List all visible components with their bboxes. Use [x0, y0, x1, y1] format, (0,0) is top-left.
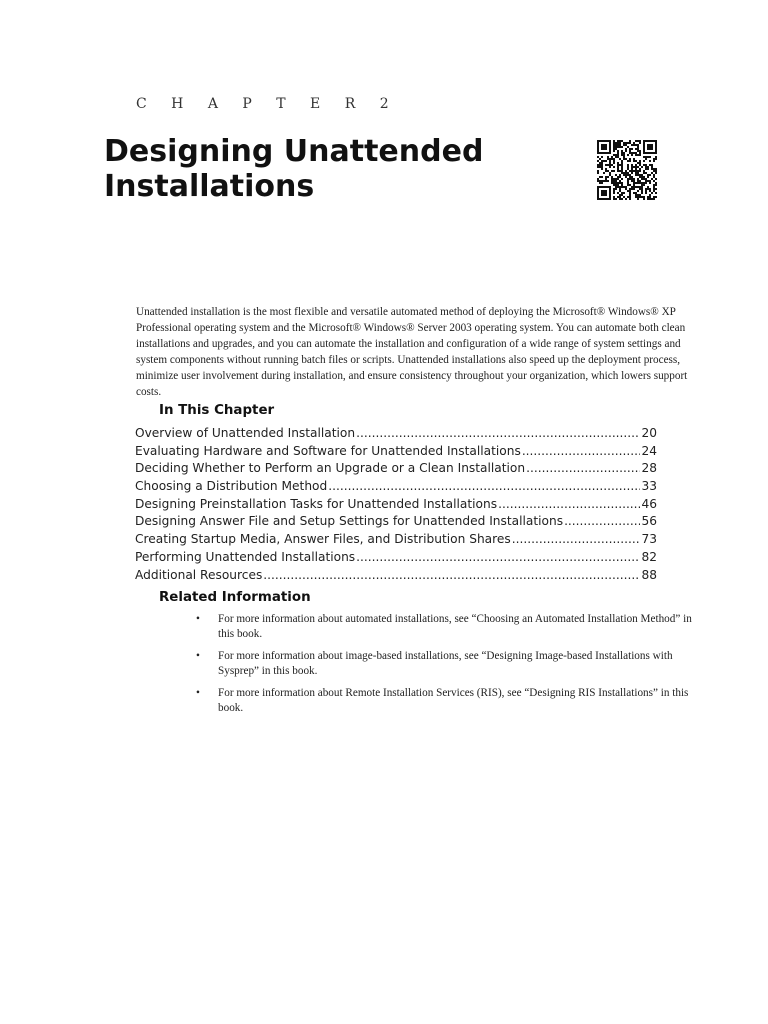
qr-code-icon — [597, 140, 657, 200]
toc-entry[interactable] — [135, 478, 657, 496]
toc-entry-page: 56 — [641, 514, 657, 529]
bullet-icon: • — [196, 613, 200, 625]
toc-leader-dots — [526, 460, 640, 478]
toc-entry-page: 88 — [641, 567, 657, 582]
toc-entry-title: Deciding Whether to Perform an Upgrade or a Clean Installation — [135, 461, 526, 476]
toc-leader-dots — [522, 443, 641, 461]
toc-entry-page: 73 — [641, 532, 657, 547]
toc-entry-title: Creating Startup Media, Answer Files, and Distribution Shares — [135, 532, 511, 547]
toc-entry-page: 33 — [641, 479, 657, 494]
toc-entry-title: Overview of Unattended Installation — [135, 426, 356, 440]
list-item — [196, 686, 696, 716]
bullet-icon: • — [196, 687, 200, 699]
toc-entry-title: Evaluating Hardware and Software for Unattended Installations — [135, 443, 521, 458]
related-information-heading: Related Information — [159, 590, 311, 605]
related-information-list — [196, 612, 696, 723]
toc-entry[interactable] — [135, 460, 657, 478]
toc-entry-title: Designing Answer File and Setup Settings for Unattended Installations — [135, 514, 564, 529]
list-item — [196, 612, 696, 642]
bullet-icon: • — [196, 650, 200, 662]
toc-entry[interactable] — [135, 443, 657, 461]
title-line-1: Designing Unattended — [104, 134, 484, 169]
toc-leader-dots — [356, 425, 640, 443]
title-line-2: Installations — [104, 169, 315, 204]
toc-entry-title: Additional Resources — [135, 567, 263, 582]
toc-entry[interactable] — [135, 549, 657, 567]
chapter-intro: Unattended installation is the most flexible and versatile automated method of deploying the Microsoft® Windows® XP Professional operating system and the Microsoft® Windows® Server 2003 operating system. You can automate both clean installations and upgrades, and you can automate the installation and configuration of a wide range of system settings and system components without running batch files or scripts. Unattended installations also speed up the deployment process, minimize user involvement during installation, and ensure consistency throughout your organization, which lowers support costs. — [136, 306, 688, 398]
related-item-text: For more information about image-based installations, see “Designing Image-based Installations with Sysprep” in this book. — [218, 650, 673, 677]
toc-entry-title: Choosing a Distribution Method — [135, 479, 328, 494]
toc-entry[interactable] — [135, 425, 657, 443]
toc-entry[interactable] — [135, 531, 657, 549]
related-item-text: For more information about Remote Installation Services (RIS), see “Designing RIS Installations” in this book. — [218, 687, 689, 714]
toc-entry-title: Designing Preinstallation Tasks for Unattended Installations — [135, 496, 498, 511]
toc-entry-page: 46 — [641, 496, 657, 511]
toc-entry-page: 24 — [641, 443, 657, 458]
list-item — [196, 649, 696, 679]
in-this-chapter-heading: In This Chapter — [159, 403, 275, 418]
related-item-text: For more information about automated installations, see “Choosing an Automated Installation Method” in this book. — [218, 613, 692, 640]
toc-entry-page: 20 — [641, 426, 657, 440]
toc-leader-dots — [263, 567, 640, 585]
table-of-contents — [135, 425, 657, 584]
page-title — [104, 134, 483, 204]
toc-entry-page: 82 — [641, 549, 657, 564]
toc-entry[interactable] — [135, 513, 657, 531]
toc-leader-dots — [498, 496, 640, 514]
toc-entry[interactable] — [135, 496, 657, 514]
toc-entry-page: 28 — [641, 461, 657, 476]
toc-entry[interactable] — [135, 567, 657, 585]
toc-entry-title: Performing Unattended Installations — [135, 549, 356, 564]
chapter-label: C H A P T E R 2 — [136, 96, 399, 112]
toc-leader-dots — [328, 478, 640, 496]
toc-leader-dots — [356, 549, 640, 567]
toc-leader-dots — [512, 531, 641, 549]
toc-leader-dots — [564, 513, 640, 531]
